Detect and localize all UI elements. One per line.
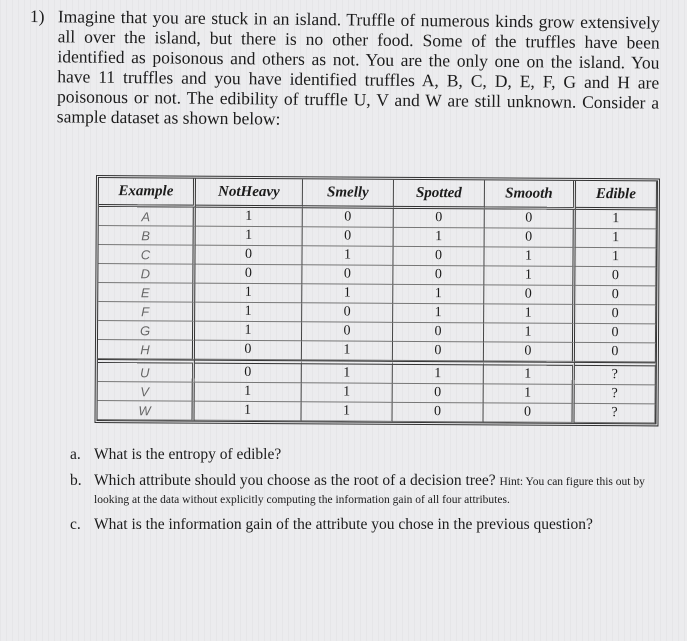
cell-smooth: 1 xyxy=(484,323,575,343)
cell-spotted: 1 xyxy=(393,361,484,385)
dataset-table-container xyxy=(94,175,660,426)
cell-smelly: 1 xyxy=(301,402,392,422)
questions-list xyxy=(70,446,650,542)
cell-smooth: 0 xyxy=(483,403,574,423)
header-smelly: Smelly xyxy=(303,179,394,209)
cell-edible: 0 xyxy=(575,343,656,362)
cell-spotted: 1 xyxy=(393,304,484,324)
cell-example: D xyxy=(98,264,195,284)
cell-smelly: 0 xyxy=(303,208,394,228)
cell-smelly: 1 xyxy=(302,284,393,304)
cell-example: C xyxy=(98,245,195,265)
cell-edible: 0 xyxy=(575,305,656,324)
cell-edible: ? xyxy=(575,385,656,404)
cell-spotted: 0 xyxy=(393,323,484,343)
cell-notheavy: 1 xyxy=(195,402,302,422)
question-text: What is the entropy of edible? xyxy=(94,446,282,463)
header-spotted: Spotted xyxy=(394,180,485,210)
cell-smooth: 1 xyxy=(484,304,575,324)
cell-notheavy: 1 xyxy=(195,284,302,304)
question-hint: Hint: You can figure this out by looking at the data without explicitly computing the information gain of all four attributes. xyxy=(94,476,645,506)
question-label: b. xyxy=(70,472,82,489)
cell-spotted: 0 xyxy=(393,266,484,286)
cell-smooth: 0 xyxy=(484,342,575,362)
cell-notheavy: 1 xyxy=(195,322,302,342)
problem-text: Imagine that you are stuck in an island. Truffle of numerous kinds grow extensively all over the island, but there is no other food. Some of the truffles have been identified as poisonous and others as not. You are the only one on the island. You have 11 truffles and you have identified truffles A, B, C, D, E, F, G and H are poisonous or not. The edibility of truffle U, V and W are still unknown. Consider a sample dataset as shown below: xyxy=(56,6,660,129)
cell-smelly: 0 xyxy=(302,265,393,285)
cell-example: G xyxy=(98,321,195,341)
cell-notheavy: 0 xyxy=(195,360,302,384)
question-text: What is the information gain of the attribute you chose in the previous question? xyxy=(94,516,593,533)
cell-spotted: 0 xyxy=(392,403,483,423)
cell-edible: 0 xyxy=(575,286,656,305)
cell-example: E xyxy=(98,283,195,303)
cell-smelly: 1 xyxy=(302,383,393,403)
cell-smooth: 0 xyxy=(485,209,576,229)
cell-notheavy: 0 xyxy=(195,265,302,285)
header-example: Example xyxy=(99,178,196,208)
cell-example: U xyxy=(98,359,195,383)
question-label: a. xyxy=(70,446,81,463)
cell-notheavy: 1 xyxy=(196,227,303,247)
header-edible: Edible xyxy=(576,181,657,210)
cell-notheavy: 1 xyxy=(196,208,303,228)
cell-spotted: 1 xyxy=(393,285,484,305)
table-row xyxy=(98,401,656,423)
cell-smooth: 0 xyxy=(484,285,575,305)
problem-statement xyxy=(29,6,660,133)
cell-spotted: 0 xyxy=(394,209,485,229)
cell-notheavy: 1 xyxy=(195,303,302,323)
cell-smelly: 1 xyxy=(302,341,393,361)
cell-example: W xyxy=(98,401,195,421)
header-smooth: Smooth xyxy=(485,180,576,210)
table-row xyxy=(98,359,656,385)
cell-edible: 0 xyxy=(575,324,656,343)
cell-edible: 1 xyxy=(576,229,657,248)
cell-edible: ? xyxy=(574,404,655,423)
cell-edible: 1 xyxy=(576,210,657,229)
cell-smooth: 0 xyxy=(485,228,576,248)
cell-edible: 0 xyxy=(575,267,656,286)
question-b xyxy=(70,472,650,508)
cell-smooth: 1 xyxy=(484,247,575,267)
header-notheavy: NotHeavy xyxy=(196,179,303,209)
cell-smelly: 1 xyxy=(302,360,393,384)
cell-smooth: 1 xyxy=(484,266,575,286)
question-text: Which attribute should you choose as the root of a decision tree? xyxy=(94,472,496,489)
cell-spotted: 1 xyxy=(394,228,485,248)
cell-example: A xyxy=(99,207,196,227)
cell-edible: 1 xyxy=(575,248,656,267)
cell-smooth: 1 xyxy=(484,384,575,404)
cell-example: F xyxy=(98,302,195,322)
cell-example: H xyxy=(98,340,195,360)
cell-example: B xyxy=(99,226,196,246)
problem-number: 1) xyxy=(29,6,45,27)
cell-smooth: 1 xyxy=(484,361,575,385)
cell-spotted: 0 xyxy=(393,384,484,404)
cell-notheavy: 0 xyxy=(195,341,302,361)
question-label: c. xyxy=(70,516,81,533)
dataset-table xyxy=(94,175,660,426)
cell-smelly: 0 xyxy=(302,303,393,323)
table-header-row xyxy=(99,178,657,210)
cell-spotted: 0 xyxy=(393,247,484,267)
cell-smelly: 1 xyxy=(302,246,393,266)
cell-notheavy: 0 xyxy=(195,246,302,266)
cell-notheavy: 1 xyxy=(195,383,302,403)
table-body xyxy=(98,207,657,423)
question-a xyxy=(70,446,650,464)
cell-example: V xyxy=(98,382,195,402)
cell-smelly: 0 xyxy=(303,227,394,247)
cell-smelly: 0 xyxy=(302,322,393,342)
question-c xyxy=(70,516,650,534)
cell-spotted: 0 xyxy=(393,342,484,362)
cell-edible: ? xyxy=(575,362,656,385)
